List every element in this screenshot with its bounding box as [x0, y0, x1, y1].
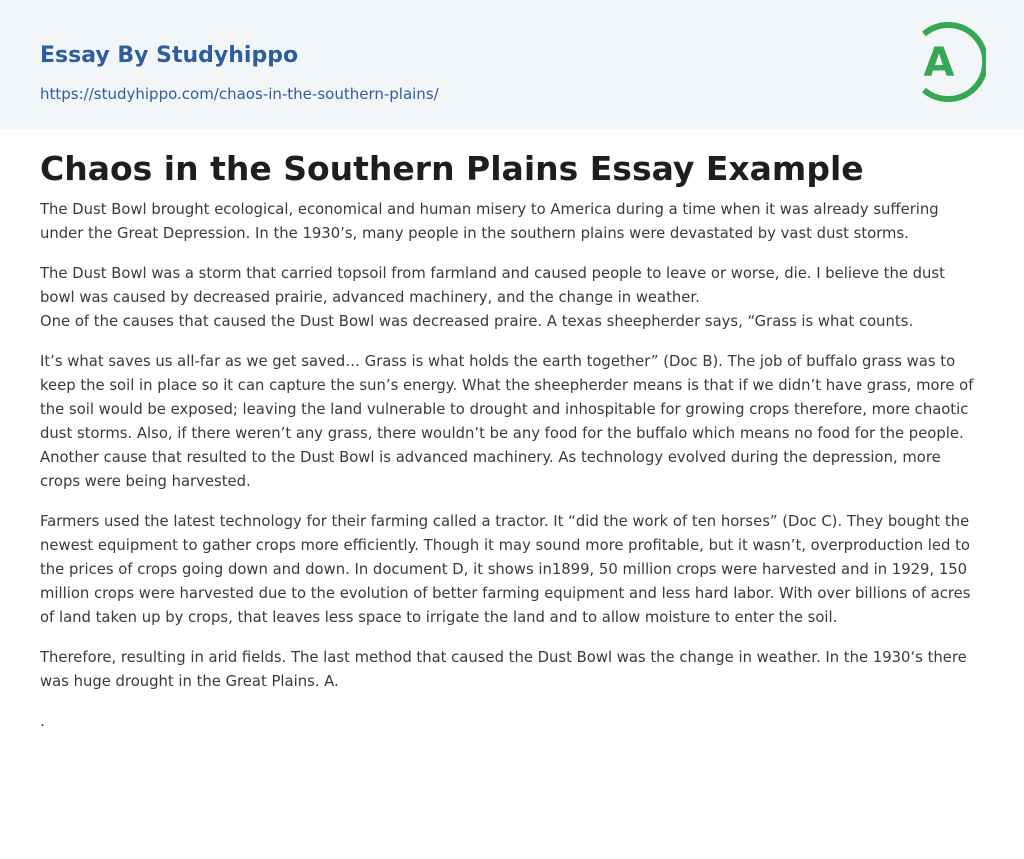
site-brand: Essay By Studyhippo [40, 43, 299, 68]
paragraph: . [40, 713, 45, 730]
essay-content [0, 129, 1024, 734]
paragraph: One of the causes that caused the Dust Bowl was decreased praire. A texas sheepherder says, “Grass is what counts. [40, 313, 914, 330]
essay-body [40, 198, 984, 734]
essay-url-link[interactable]: https://studyhippo.com/chaos-in-the-southern-plains/ [40, 85, 439, 103]
paragraph: Farmers used the latest technology for their farming called a tractor. It “did the work of ten horses” (Doc C). They bought the newest equipment to gather crops more efficiently. Though it may sound more profitable, but it wasn’t, overproduction led to the prices of crops going down and down. In document D, it shows in1899, 50 million crops were harvested and in 1929, 150 million crops were harvested due to the evolution of better farming equipment and less hard labor. With over billions of acres of land taken up by crops, that leaves less space to irrigate the land and to allow moisture to enter the soil. [40, 513, 971, 626]
essay-title: Chaos in the Southern Plains Essay Example [40, 149, 864, 188]
paragraph: Therefore, resulting in arid fields. The last method that caused the Dust Bowl was the change in weather. In the 1930‘s there was huge drought in the Great Plains. A. [40, 649, 967, 690]
paragraph: Another cause that resulted to the Dust Bowl is advanced machinery. As technology evolved during the depression, more crops were being harvested. [40, 449, 941, 490]
site-header [0, 0, 1024, 129]
paragraph: The Dust Bowl was a storm that carried topsoil from farmland and caused people to leave or worse, die. I believe the dust bowl was caused by decreased prairie, advanced machinery, and the change in weather. [40, 265, 945, 306]
paragraph: The Dust Bowl brought ecological, economical and human misery to America during a time when it was already suffering under the Great Depression. In the 1930’s, many people in the southern plains were devastated by vast dust storms. [40, 201, 939, 242]
studyhippo-logo-icon[interactable] [912, 19, 986, 105]
paragraph: It’s what saves us all-far as we get saved… Grass is what holds the earth together” (Doc B). The job of buffalo grass was to keep the soil in place so it can capture the sun’s energy. What the sheepherder means is that if we didn’t have grass, more of the soil would be exposed; leaving the land vulnerable to drought and inhospitable for growing crops therefore, more chaotic dust storms. Also, if there weren’t any grass, there wouldn’t be any food for the buffalo which means no food for the people. [40, 353, 974, 442]
logo-letter: A [923, 40, 955, 86]
